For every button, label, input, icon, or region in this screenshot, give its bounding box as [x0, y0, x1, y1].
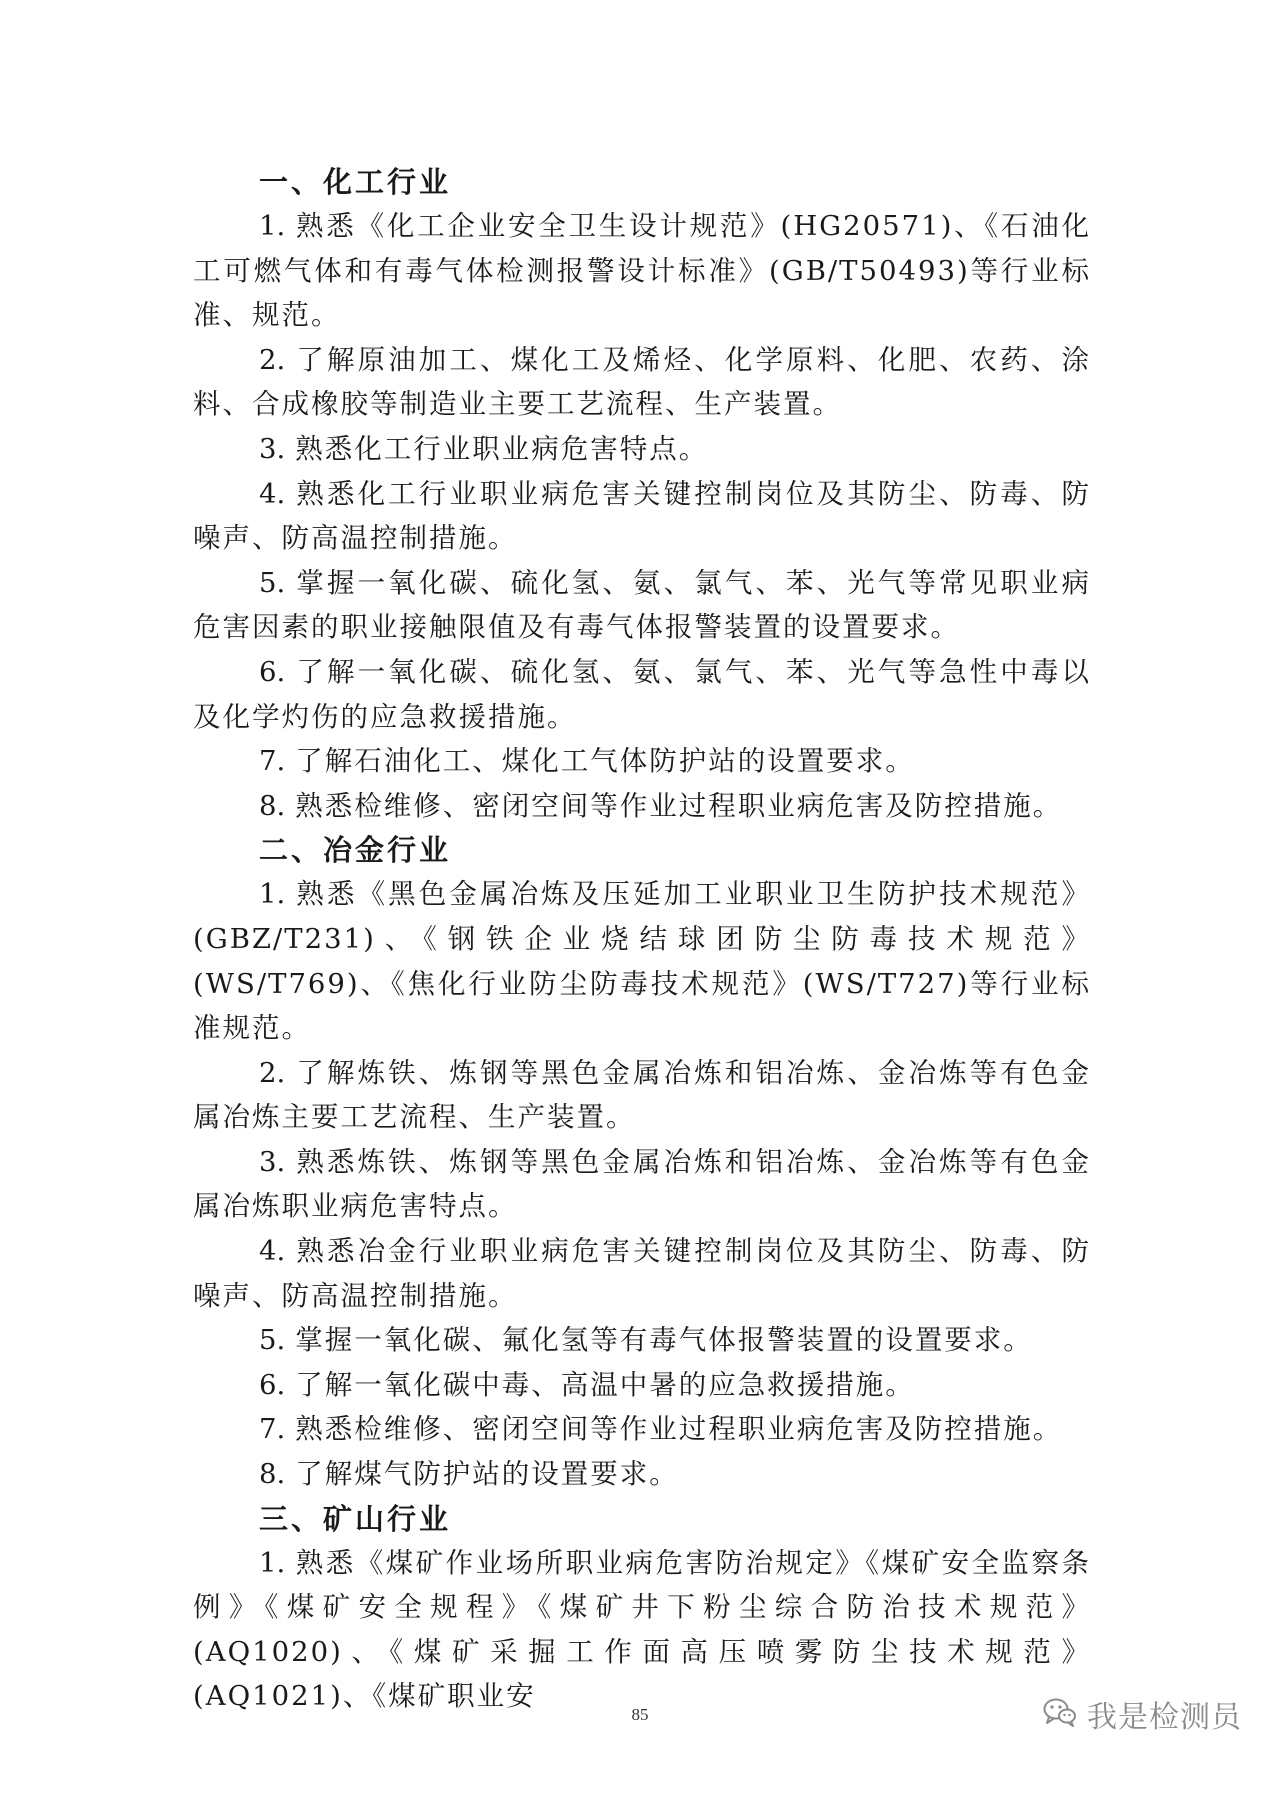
document-body: [193, 160, 1091, 1719]
item-number: 8.: [259, 789, 286, 822]
item-number: 1.: [259, 878, 286, 911]
item-number: 5.: [259, 566, 286, 599]
item-number: 5.: [259, 1324, 286, 1357]
item-text: 了解一氧化碳、硫化氢、氨、氯气、苯、光气等急性中毒以及化学灼伤的应急救援措施。: [193, 655, 1091, 733]
section-heading: 一、化工行业: [259, 165, 452, 199]
section-heading: 三、矿山行业: [259, 1501, 452, 1536]
list-item: [193, 1051, 1091, 1140]
item-text: 熟悉检维修、密闭空间等作业过程职业病危害及防控措施。: [295, 789, 1063, 822]
section-chemical: [193, 160, 1091, 828]
item-text: 熟悉检维修、密闭空间等作业过程职业病危害及防控措施。: [295, 1413, 1063, 1446]
item-text: 掌握一氧化碳、硫化氢、氨、氯气、苯、光气等常见职业病危害因素的职业接触限值及有毒气体报警装置的设置要求。: [193, 566, 1091, 644]
item-number: 2.: [259, 343, 286, 376]
item-number: 6.: [259, 1368, 286, 1401]
item-text: 了解石油化工、煤化工气体防护站的设置要求。: [295, 745, 915, 778]
list-item: [193, 739, 1091, 784]
item-text: 了解原油加工、煤化工及烯烃、化学原料、化肥、农药、涂料、合成橡胶等制造业主要工艺流程、生产装置。: [193, 343, 1091, 421]
item-text: 熟悉《黑色金属冶炼及压延加工业职业卫生防护技术规范》(GBZ/T231)、《钢铁企业烧结球团防尘防毒技术规范》(WS/T769)、《焦化行业防尘防毒技术规范》(WS/T727)等行业标准规范。: [193, 878, 1091, 1045]
item-text: 熟悉冶金行业职业病危害关键控制岗位及其防尘、防毒、防噪声、防高温控制措施。: [193, 1235, 1091, 1312]
list-item: [193, 872, 1091, 1050]
item-number: 7.: [259, 745, 286, 778]
list-item: [193, 650, 1091, 739]
list-item: [193, 427, 1091, 472]
item-number: 7.: [259, 1413, 286, 1446]
item-number: 3.: [259, 1145, 286, 1178]
item-text: 熟悉炼铁、炼钢等黑色金属冶炼和铝冶炼、金冶炼等有色金属冶炼职业病危害特点。: [193, 1145, 1091, 1223]
item-text: 熟悉《煤矿作业场所职业病危害防治规定》《煤矿安全监察条例》《煤矿安全规程》《煤矿井下粉尘综合防治技术规范》(AQ1020)、《煤矿采掘工作面高压喷雾防尘技术规范》(AQ1021)、《煤矿职业安: [193, 1546, 1091, 1713]
list-item: [193, 1363, 1091, 1408]
list-item: [193, 561, 1091, 650]
item-number: 1.: [259, 1546, 286, 1579]
list-item: [193, 1452, 1091, 1497]
list-item: [193, 1318, 1091, 1363]
wechat-icon: [1043, 1697, 1077, 1731]
page-number: 85: [631, 1705, 649, 1724]
item-text: 掌握一氧化碳、氟化氢等有毒气体报警装置的设置要求。: [295, 1324, 1033, 1357]
item-text: 了解一氧化碳中毒、高温中暑的应急救援措施。: [295, 1368, 915, 1401]
list-item: [193, 472, 1091, 561]
section-mining: [193, 1497, 1091, 1719]
section-heading: 二、冶金行业: [259, 833, 452, 868]
list-item: [193, 338, 1091, 427]
list-item: [193, 204, 1091, 338]
item-text: 熟悉化工行业职业病危害特点。: [295, 432, 709, 465]
item-number: 8.: [259, 1458, 286, 1491]
item-text: 熟悉化工行业职业病危害关键控制岗位及其防尘、防毒、防噪声、防高温控制措施。: [193, 477, 1091, 555]
watermark: [1043, 1692, 1242, 1736]
list-item: [193, 1229, 1091, 1318]
item-number: 6.: [259, 655, 286, 688]
watermark-text: 我是检测员: [1087, 1700, 1242, 1735]
item-text: 熟悉《化工企业安全卫生设计规范》(HG20571)、《石油化工可燃气体和有毒气体检测报警设计标准》(GB/T50493)等行业标准、规范。: [193, 210, 1091, 332]
list-item: [193, 1140, 1091, 1229]
item-number: 2.: [259, 1056, 286, 1089]
item-text: 了解煤气防护站的设置要求。: [295, 1458, 679, 1491]
item-number: 1.: [259, 210, 286, 242]
item-number: 4.: [259, 477, 286, 510]
item-number: 4.: [259, 1235, 286, 1268]
list-item: [193, 1407, 1091, 1452]
list-item: [193, 784, 1091, 829]
item-text: 了解炼铁、炼钢等黑色金属冶炼和铝冶炼、金冶炼等有色金属冶炼主要工艺流程、生产装置。: [193, 1056, 1091, 1134]
section-metallurgy: [193, 828, 1091, 1496]
item-number: 3.: [259, 432, 286, 465]
list-item: [193, 1541, 1091, 1719]
